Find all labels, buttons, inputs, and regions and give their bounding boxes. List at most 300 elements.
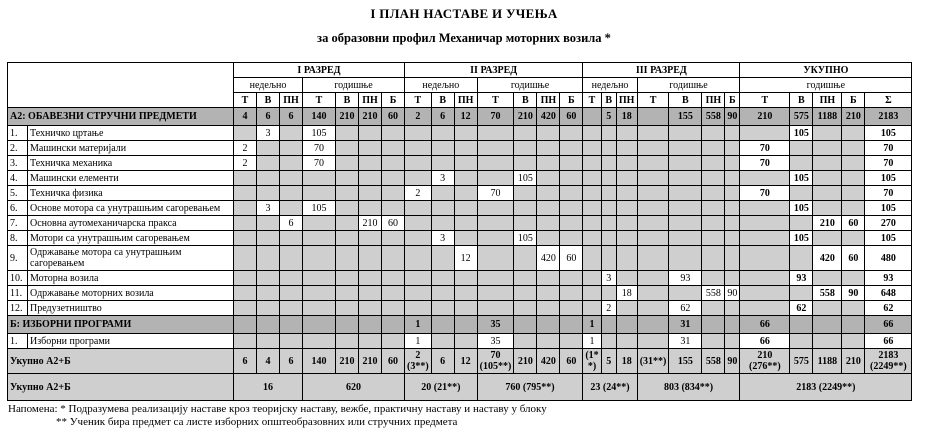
section-a-cell: 210 xyxy=(842,108,865,126)
section-a-cell: 140 xyxy=(303,108,336,126)
subject-cell xyxy=(616,186,637,201)
subject-cell xyxy=(514,246,537,271)
section-a-cell: 60 xyxy=(382,108,405,126)
subject-cell xyxy=(336,286,359,301)
subject-cell xyxy=(454,301,477,316)
subject-cell xyxy=(303,246,336,271)
subject-cell xyxy=(669,156,702,171)
subject-cell xyxy=(514,201,537,216)
subject-cell: 70 xyxy=(477,186,514,201)
section-a-cell: 210 xyxy=(514,108,537,126)
subject-cell xyxy=(702,201,725,216)
section-b-cell xyxy=(431,316,454,334)
subject-cell xyxy=(702,216,725,231)
elective-cell xyxy=(842,334,865,349)
subject-cell xyxy=(537,216,560,231)
subject-cell xyxy=(669,126,702,141)
subject-cell xyxy=(637,301,669,316)
weekly-label: недељно xyxy=(405,78,478,93)
subject-number: 6. xyxy=(8,201,28,216)
subject-name: Моторна возила xyxy=(28,271,234,286)
total-cell: 90 xyxy=(725,349,740,374)
subject-cell xyxy=(382,126,405,141)
subject-name: Техничка механика xyxy=(28,156,234,171)
subject-cell xyxy=(405,171,432,186)
subject-cell xyxy=(790,286,813,301)
subject-number: 1. xyxy=(8,126,28,141)
total-cell: 6 xyxy=(431,349,454,374)
subject-number: 10. xyxy=(8,271,28,286)
subject-cell xyxy=(601,156,616,171)
subject-cell xyxy=(280,171,303,186)
subject-cell xyxy=(842,271,865,286)
section-a-cell: 1188 xyxy=(813,108,842,126)
subject-cell xyxy=(234,286,257,301)
subject-cell xyxy=(637,286,669,301)
subject-cell xyxy=(637,186,669,201)
subject-cell xyxy=(405,216,432,231)
year3-header: III РАЗРЕД xyxy=(583,63,740,78)
subject-cell xyxy=(813,186,842,201)
subject-cell: 60 xyxy=(842,216,865,231)
total-summary-cell: 16 xyxy=(234,374,303,401)
subject-cell xyxy=(336,301,359,316)
subject-cell xyxy=(257,271,280,286)
section-a-cell xyxy=(583,108,601,126)
pn-col-header: ПН xyxy=(454,93,477,108)
subject-cell xyxy=(303,231,336,246)
subject-number: 4. xyxy=(8,171,28,186)
subject-cell xyxy=(637,216,669,231)
subject-cell xyxy=(813,271,842,286)
t-col-header: Т xyxy=(405,93,432,108)
subject-number: 5. xyxy=(8,186,28,201)
subject-cell xyxy=(637,271,669,286)
section-b-cell xyxy=(234,316,257,334)
subject-cell xyxy=(842,201,865,216)
subject-cell xyxy=(382,201,405,216)
subject-cell: 105 xyxy=(514,171,537,186)
subject-cell xyxy=(234,271,257,286)
subject-cell xyxy=(257,246,280,271)
subject-name: Техничка физика xyxy=(28,186,234,201)
subject-cell xyxy=(537,286,560,301)
subject-cell xyxy=(669,216,702,231)
subject-cell xyxy=(616,156,637,171)
section-b-cell xyxy=(280,316,303,334)
subject-cell xyxy=(454,126,477,141)
subject-cell xyxy=(431,246,454,271)
elective-cell xyxy=(560,334,583,349)
subject-name: Машински елементи xyxy=(28,171,234,186)
t-col-header: Т xyxy=(234,93,257,108)
subject-cell xyxy=(477,271,514,286)
total-cell: 210 (276**) xyxy=(740,349,790,374)
subject-cell xyxy=(382,231,405,246)
subject-cell xyxy=(234,126,257,141)
subject-cell xyxy=(477,141,514,156)
subject-cell xyxy=(616,126,637,141)
section-b-cell xyxy=(537,316,560,334)
section-a-cell: 210 xyxy=(740,108,790,126)
subject-cell xyxy=(336,126,359,141)
weekly-label: недељно xyxy=(583,78,637,93)
section-b-cell xyxy=(601,316,616,334)
subject-cell xyxy=(431,141,454,156)
subject-cell xyxy=(601,201,616,216)
subject-cell xyxy=(280,271,303,286)
subject-cell xyxy=(359,126,382,141)
total-cell: 60 xyxy=(560,349,583,374)
page-title: I ПЛАН НАСТАВЕ И УЧЕЊА xyxy=(370,6,558,21)
subject-cell xyxy=(637,246,669,271)
section-b-cell xyxy=(637,316,669,334)
subject-cell xyxy=(616,201,637,216)
subject-cell xyxy=(336,216,359,231)
subject-cell xyxy=(616,231,637,246)
subject-cell xyxy=(234,201,257,216)
subject-cell xyxy=(454,171,477,186)
total-cell: (31**) xyxy=(637,349,669,374)
subject-cell xyxy=(257,216,280,231)
subject-cell xyxy=(454,216,477,231)
subject-cell xyxy=(537,271,560,286)
subject-cell xyxy=(405,286,432,301)
total-cell: 12 xyxy=(454,349,477,374)
subject-cell: 18 xyxy=(616,286,637,301)
section-a-cell: 558 xyxy=(702,108,725,126)
section-b-cell xyxy=(702,316,725,334)
total-cell: 420 xyxy=(537,349,560,374)
subject-cell xyxy=(616,301,637,316)
subject-cell xyxy=(813,126,842,141)
subject-cell xyxy=(560,201,583,216)
subject-cell xyxy=(842,141,865,156)
subject-number: 1. xyxy=(8,334,28,349)
subject-cell xyxy=(280,126,303,141)
subject-number: 7. xyxy=(8,216,28,231)
total-summary-row xyxy=(8,374,912,401)
subject-row xyxy=(8,141,912,156)
subject-cell xyxy=(669,246,702,271)
elective-cell: 35 xyxy=(477,334,514,349)
subject-cell xyxy=(725,186,740,201)
subject-cell xyxy=(583,301,601,316)
subject-cell xyxy=(431,186,454,201)
subject-cell xyxy=(280,201,303,216)
subject-cell: 6 xyxy=(280,216,303,231)
v-col-header: В xyxy=(336,93,359,108)
elective-cell: 31 xyxy=(669,334,702,349)
subject-cell xyxy=(454,231,477,246)
subject-cell xyxy=(405,126,432,141)
subject-cell xyxy=(583,126,601,141)
pn-col-header: ПН xyxy=(702,93,725,108)
subject-cell xyxy=(702,271,725,286)
subject-cell xyxy=(477,156,514,171)
subject-cell xyxy=(560,186,583,201)
subject-cell xyxy=(359,186,382,201)
subject-cell xyxy=(336,171,359,186)
subject-cell xyxy=(702,186,725,201)
subject-cell: 558 xyxy=(702,286,725,301)
subject-cell: 3 xyxy=(431,171,454,186)
subject-cell xyxy=(560,286,583,301)
section-a-cell: 575 xyxy=(790,108,813,126)
subject-name: Техничко цртање xyxy=(28,126,234,141)
section-b-cell xyxy=(382,316,405,334)
subject-cell xyxy=(431,201,454,216)
subject-cell xyxy=(257,186,280,201)
section-b-cell xyxy=(257,316,280,334)
subject-name: Одржавање мотора са унутрашњим сагоревањем xyxy=(28,246,234,271)
subject-cell xyxy=(740,171,790,186)
subject-cell xyxy=(740,301,790,316)
subject-cell xyxy=(560,301,583,316)
subject-cell xyxy=(280,301,303,316)
subject-row xyxy=(8,201,912,216)
subject-cell: 105 xyxy=(303,201,336,216)
subject-cell xyxy=(790,156,813,171)
subject-cell xyxy=(669,141,702,156)
subject-row xyxy=(8,301,912,316)
subject-cell xyxy=(257,231,280,246)
subject-cell xyxy=(359,301,382,316)
elective-cell: 66 xyxy=(865,334,912,349)
subject-cell xyxy=(477,246,514,271)
subject-cell xyxy=(702,126,725,141)
total-cell: 6 xyxy=(280,349,303,374)
section-a-cell: 155 xyxy=(669,108,702,126)
b-col-header: Б xyxy=(842,93,865,108)
subject-cell: 60 xyxy=(560,246,583,271)
subject-cell xyxy=(537,186,560,201)
subject-cell xyxy=(514,271,537,286)
curriculum-table xyxy=(7,62,912,401)
section-a-cell: 70 xyxy=(477,108,514,126)
subject-cell xyxy=(514,286,537,301)
subject-total: 648 xyxy=(865,286,912,301)
total-summary-cell: 620 xyxy=(303,374,405,401)
elective-cell xyxy=(813,334,842,349)
subject-cell: 60 xyxy=(842,246,865,271)
subject-total: 70 xyxy=(865,186,912,201)
subject-cell xyxy=(477,201,514,216)
subject-cell xyxy=(257,286,280,301)
subject-row xyxy=(8,231,912,246)
section-a-cell: 210 xyxy=(336,108,359,126)
subject-cell xyxy=(477,286,514,301)
section-b-cell xyxy=(616,316,637,334)
subject-cell: 210 xyxy=(359,216,382,231)
elective-cell xyxy=(616,334,637,349)
subject-cell xyxy=(405,246,432,271)
subject-cell xyxy=(583,141,601,156)
subject-cell: 90 xyxy=(842,286,865,301)
section-a-cell: 18 xyxy=(616,108,637,126)
subject-cell xyxy=(702,301,725,316)
subject-cell xyxy=(382,301,405,316)
subject-cell xyxy=(813,141,842,156)
subject-cell xyxy=(280,156,303,171)
section-b-cell xyxy=(303,316,336,334)
subject-cell xyxy=(336,186,359,201)
subject-cell xyxy=(702,141,725,156)
section-a-cell: 90 xyxy=(725,108,740,126)
subject-cell xyxy=(842,156,865,171)
subject-cell xyxy=(583,271,601,286)
elective-cell xyxy=(601,334,616,349)
subject-cell: 2 xyxy=(405,186,432,201)
subject-cell xyxy=(560,141,583,156)
subject-cell xyxy=(454,156,477,171)
v-col-header: В xyxy=(669,93,702,108)
subject-cell xyxy=(359,141,382,156)
section-a-cell: 5 xyxy=(601,108,616,126)
subject-cell xyxy=(280,231,303,246)
subject-cell xyxy=(514,216,537,231)
section-a-cell: 60 xyxy=(560,108,583,126)
subject-cell xyxy=(601,216,616,231)
subject-total: 480 xyxy=(865,246,912,271)
subject-name: Основе мотора са унутрашњим сагоревањем xyxy=(28,201,234,216)
elective-cell: 66 xyxy=(740,334,790,349)
subject-name: Предузетништво xyxy=(28,301,234,316)
subject-total: 62 xyxy=(865,301,912,316)
elective-cell xyxy=(257,334,280,349)
subject-cell xyxy=(431,126,454,141)
subject-cell xyxy=(359,271,382,286)
section-a-cell: 2183 xyxy=(865,108,912,126)
subject-cell xyxy=(336,141,359,156)
subject-cell xyxy=(583,201,601,216)
subject-cell xyxy=(740,216,790,231)
subject-cell xyxy=(382,286,405,301)
subject-cell xyxy=(790,216,813,231)
subject-cell xyxy=(405,301,432,316)
subject-name: Основна аутомеханичарска пракса xyxy=(28,216,234,231)
subject-cell xyxy=(336,271,359,286)
subject-cell: 70 xyxy=(740,156,790,171)
elective-cell: 1 xyxy=(405,334,432,349)
subject-cell xyxy=(616,171,637,186)
section-a-label: А2: ОБАВЕЗНИ СТРУЧНИ ПРЕДМЕТИ xyxy=(8,108,234,126)
yearly-label: годишње xyxy=(303,78,405,93)
subject-cell: 105 xyxy=(790,171,813,186)
subject-cell xyxy=(725,301,740,316)
subject-cell: 93 xyxy=(790,271,813,286)
subject-cell xyxy=(637,231,669,246)
subject-total: 105 xyxy=(865,126,912,141)
section-b-cell xyxy=(514,316,537,334)
subject-number: 3. xyxy=(8,156,28,171)
elective-cell xyxy=(637,334,669,349)
section-a-cell: 4 xyxy=(234,108,257,126)
subject-row xyxy=(8,126,912,141)
pn-col-header: ПН xyxy=(616,93,637,108)
subject-cell xyxy=(537,171,560,186)
subject-cell xyxy=(336,156,359,171)
subject-cell xyxy=(537,201,560,216)
yearly-label: годишње xyxy=(477,78,583,93)
section-b-row xyxy=(8,316,912,334)
elective-row xyxy=(8,334,912,349)
weekly-label: недељно xyxy=(234,78,303,93)
subject-cell: 420 xyxy=(813,246,842,271)
subject-cell xyxy=(790,246,813,271)
subject-cell xyxy=(537,141,560,156)
subject-cell xyxy=(234,216,257,231)
subject-cell: 3 xyxy=(257,201,280,216)
subject-cell: 210 xyxy=(813,216,842,231)
subject-cell: 2 xyxy=(601,301,616,316)
section-a-cell: 210 xyxy=(359,108,382,126)
subject-cell xyxy=(560,231,583,246)
subject-row xyxy=(8,156,912,171)
section-b-cell: 66 xyxy=(865,316,912,334)
section-b-cell xyxy=(454,316,477,334)
t-col-header: Т xyxy=(303,93,336,108)
subject-cell xyxy=(537,156,560,171)
total-label: Укупно А2+Б xyxy=(8,349,234,374)
subject-name: Одржавање моторних возила xyxy=(28,286,234,301)
subject-cell: 105 xyxy=(790,201,813,216)
subject-cell xyxy=(514,301,537,316)
section-b-cell xyxy=(560,316,583,334)
elective-cell: 1 xyxy=(583,334,601,349)
subject-cell xyxy=(725,156,740,171)
v-col-header: В xyxy=(601,93,616,108)
subject-cell xyxy=(257,141,280,156)
subject-cell xyxy=(303,301,336,316)
subject-cell xyxy=(637,156,669,171)
subject-cell xyxy=(601,246,616,271)
subject-cell xyxy=(477,216,514,231)
subject-cell: 60 xyxy=(382,216,405,231)
subject-cell xyxy=(477,231,514,246)
subject-cell xyxy=(637,201,669,216)
total-cell: 558 xyxy=(702,349,725,374)
subject-cell xyxy=(601,231,616,246)
subject-cell xyxy=(725,216,740,231)
section-a-cell: 6 xyxy=(280,108,303,126)
subject-cell xyxy=(740,246,790,271)
subject-cell xyxy=(382,271,405,286)
subject-cell: 105 xyxy=(514,231,537,246)
subject-cell xyxy=(560,271,583,286)
subject-cell xyxy=(813,171,842,186)
subject-cell xyxy=(477,171,514,186)
elective-cell xyxy=(431,334,454,349)
v-col-header: В xyxy=(431,93,454,108)
subject-cell: 12 xyxy=(454,246,477,271)
subject-cell xyxy=(740,231,790,246)
total-summary-cell: 760 (795**) xyxy=(477,374,583,401)
subject-row xyxy=(8,286,912,301)
pn-col-header: ПН xyxy=(813,93,842,108)
subject-cell xyxy=(431,216,454,231)
subject-cell: 3 xyxy=(601,271,616,286)
subject-cell xyxy=(454,141,477,156)
subject-cell xyxy=(537,231,560,246)
subject-cell xyxy=(725,141,740,156)
subject-cell xyxy=(359,201,382,216)
subject-cell xyxy=(303,186,336,201)
subject-cell: 93 xyxy=(669,271,702,286)
total-cell: 210 xyxy=(359,349,382,374)
subject-cell xyxy=(405,156,432,171)
total-summary-cell: 803 (834**) xyxy=(637,374,740,401)
